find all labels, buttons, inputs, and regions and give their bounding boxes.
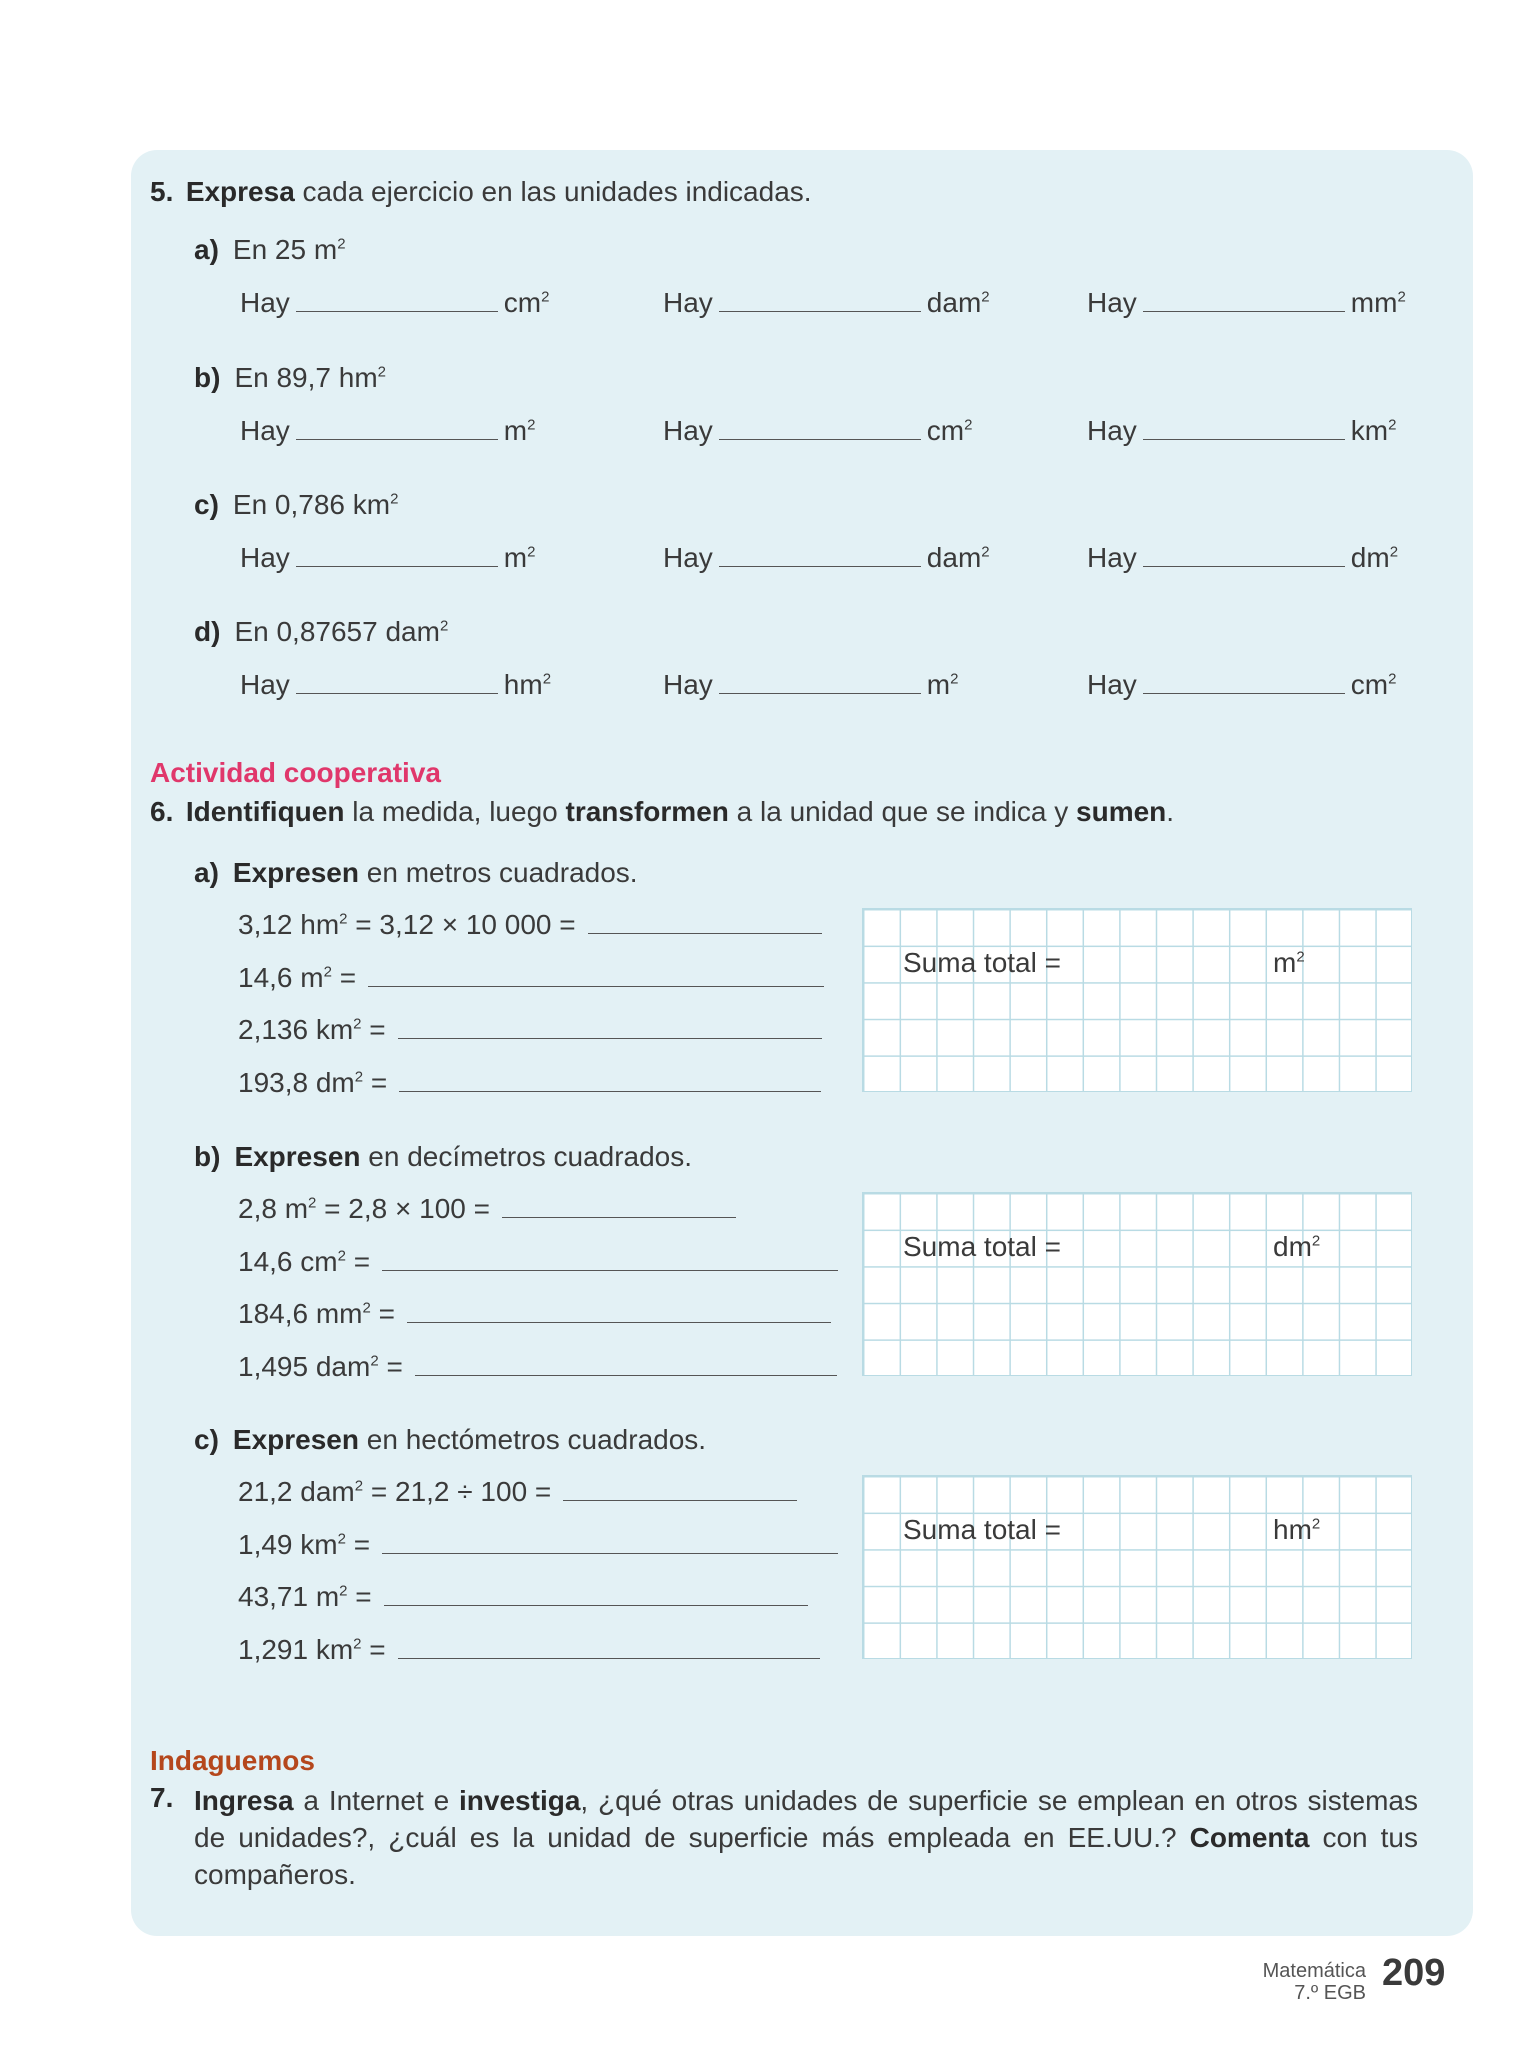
answer-blank[interactable] — [1143, 669, 1345, 694]
exercise-6-verb-3: sumen — [1076, 796, 1167, 827]
sum-grid[interactable] — [862, 1475, 1412, 1659]
transform-line — [238, 1067, 827, 1099]
answer-blank[interactable] — [382, 1246, 838, 1271]
part-label: c) — [194, 1424, 219, 1455]
transform-line — [238, 1529, 844, 1561]
hay-label: Hay — [663, 287, 713, 318]
exercise-7-text — [194, 1782, 1418, 1893]
conversion-answer — [1087, 287, 1406, 319]
part-label: a) — [194, 857, 219, 888]
measure-label: 2,136 $km^2$ = — [238, 1014, 386, 1045]
answer-blank[interactable] — [502, 1193, 736, 1218]
measure-label: 1,495 dam$^2$ = — [238, 1351, 403, 1382]
sum-unit-label: $dm^2$ — [1273, 1231, 1321, 1262]
footer-subject — [1263, 1960, 1366, 2004]
transform-line — [238, 1351, 843, 1383]
measure-label: 43,71 $m^2$ = — [238, 1581, 372, 1612]
item-label: d) — [194, 616, 221, 647]
measure-label: 2,8 $m^2 = 2,8 \times 100$ = — [238, 1193, 490, 1224]
transform-line — [238, 1581, 814, 1613]
answer-blank[interactable] — [399, 1067, 821, 1092]
answer-blank[interactable] — [382, 1529, 838, 1554]
answer-blank[interactable] — [719, 542, 921, 567]
item-label: b) — [194, 362, 221, 393]
conversion-answer — [1087, 542, 1398, 574]
exercise-6-verb-2: transformen — [565, 796, 729, 827]
exercise-6-part-c — [194, 1424, 706, 1456]
unit-label: $m^2$ — [503, 415, 536, 446]
exercise-7-verb-2: investiga — [459, 1785, 581, 1816]
part-verb: Expresen — [232, 1424, 359, 1455]
unit-label: $km^2$ — [1350, 415, 1397, 446]
item-given: En 0,87657 dam$^2$ — [234, 616, 449, 647]
answer-blank[interactable] — [719, 669, 921, 694]
hay-label: Hay — [1087, 542, 1137, 573]
exercise-5-instruction: cada ejercicio en las unidades indicadas. — [294, 176, 812, 207]
suma-total-label: Suma total = — [903, 947, 1061, 978]
conversion-answer — [1087, 415, 1396, 447]
unit-label: $cm^2$ — [503, 287, 550, 318]
conversion-answer — [1087, 669, 1396, 701]
indaguemos-heading: Indaguemos — [150, 1745, 315, 1776]
conversion-answer — [663, 287, 990, 319]
exercise-7-number: 7. — [150, 1782, 174, 1813]
transform-line — [238, 962, 830, 994]
measure-label: 1,291 $km^2$ = — [238, 1634, 386, 1665]
transform-line — [238, 1193, 742, 1225]
part-instruction: en decímetros cuadrados. — [360, 1141, 693, 1172]
unit-label: dam$^2$ — [926, 287, 990, 318]
exercise-6-header — [150, 796, 1174, 828]
transform-line — [238, 1014, 828, 1046]
footer-grade: 7.º EGB — [1294, 1982, 1366, 2004]
exercise-5-item-c — [194, 489, 398, 521]
suma-total-label: Suma total = — [903, 1231, 1061, 1262]
sum-unit-label: $m^2$ — [1273, 947, 1305, 978]
hay-label: Hay — [1087, 669, 1137, 700]
exercise-6-part-a — [194, 857, 638, 889]
answer-blank[interactable] — [1143, 542, 1345, 567]
unit-label: dam$^2$ — [926, 542, 990, 573]
conversion-answer — [240, 415, 535, 447]
conversion-answer — [240, 542, 535, 574]
hay-label: Hay — [663, 542, 713, 573]
part-verb: Expresen — [232, 857, 359, 888]
exercise-5-number: 5. — [150, 176, 174, 207]
answer-blank[interactable] — [296, 415, 498, 440]
unit-label: $m^2$ — [926, 669, 959, 700]
conversion-answer — [663, 542, 990, 574]
conversion-answer — [663, 669, 958, 701]
answer-blank[interactable] — [407, 1298, 831, 1323]
exercise-7-text-3: con tus compañeros. — [194, 1822, 1419, 1890]
transform-line — [238, 1246, 844, 1278]
part-verb: Expresen — [234, 1141, 361, 1172]
measure-label: 193,8 $dm^2$ = — [238, 1067, 388, 1098]
answer-blank[interactable] — [588, 909, 822, 934]
conversion-answer — [663, 415, 972, 447]
measure-label: 21,2 dam$^2$ = 21,2 ÷ 100 = — [238, 1476, 552, 1507]
item-label: a) — [194, 234, 219, 265]
hay-label: Hay — [1087, 287, 1137, 318]
exercise-6-part-b — [194, 1141, 692, 1173]
unit-label: $hm^2$ — [503, 669, 552, 700]
unit-label: $dm^2$ — [1350, 542, 1399, 573]
exercise-5-item-d — [194, 616, 448, 648]
answer-blank[interactable] — [719, 287, 921, 312]
transform-line — [238, 1476, 803, 1508]
hay-label: Hay — [663, 669, 713, 700]
hay-label: Hay — [240, 542, 290, 573]
cooperative-activity-heading: Actividad cooperativa — [150, 757, 441, 788]
part-instruction: en metros cuadrados. — [358, 857, 638, 888]
exercise-6-text-1: la medida, luego — [344, 796, 566, 827]
part-instruction: en hectómetros cuadrados. — [358, 1424, 707, 1455]
exercise-5-header — [150, 176, 812, 208]
hay-label: Hay — [663, 415, 713, 446]
unit-label: $cm^2$ — [926, 415, 973, 446]
answer-blank[interactable] — [384, 1581, 808, 1606]
exercise-6-text-3: . — [1166, 796, 1175, 827]
exercise-5-verb: Expresa — [185, 176, 295, 207]
sum-unit-label: $hm^2$ — [1273, 1514, 1321, 1545]
exercise-5-item-b — [194, 362, 386, 394]
exercise-7-verb-1: Ingresa — [194, 1785, 294, 1816]
measure-label: 14,6 $m^2$ = — [238, 962, 357, 993]
item-given: En 89,7 $hm^2$ — [234, 362, 386, 393]
answer-blank[interactable] — [296, 542, 498, 567]
answer-blank[interactable] — [563, 1476, 797, 1501]
exercise-7-verb-3: Comenta — [1189, 1822, 1310, 1853]
answer-blank[interactable] — [398, 1014, 822, 1039]
unit-label: $cm^2$ — [1350, 669, 1397, 700]
measure-label: 184,6 $mm^2$ = — [238, 1298, 395, 1329]
exercise-6-text-2: a la unidad que se indica y — [728, 796, 1077, 827]
conversion-answer — [240, 669, 551, 701]
answer-blank[interactable] — [415, 1351, 837, 1376]
transform-line — [238, 1634, 826, 1666]
hay-label: Hay — [240, 669, 290, 700]
hay-label: Hay — [240, 287, 290, 318]
item-given: En 0,786 $km^2$ — [232, 489, 399, 520]
sum-grid[interactable] — [862, 908, 1412, 1092]
exercise-6-verb-1: Identifiquen — [185, 796, 345, 827]
exercise-7-text-2: , ¿qué otras unidades de superficie se emplean en otros sistemas de unidades?, ¿cuál es la unidad de superficie más empleada en EE.UU.? — [194, 1785, 1418, 1853]
exercise-6-number: 6. — [150, 796, 174, 827]
hay-label: Hay — [240, 415, 290, 446]
answer-blank[interactable] — [368, 962, 824, 987]
unit-label: $mm^2$ — [1350, 287, 1406, 318]
transform-line — [238, 1298, 837, 1330]
exercise-5-item-a — [194, 234, 346, 266]
measure-label: 14,6 $cm^2$ = — [238, 1246, 371, 1277]
measure-label: 1,49 $km^2$ = — [238, 1529, 371, 1560]
answer-blank[interactable] — [1143, 415, 1345, 440]
conversion-answer — [240, 287, 549, 319]
transform-line — [238, 909, 828, 941]
item-given: En 25 $m^2$ — [232, 234, 346, 265]
exercise-7-text-1: a Internet e — [293, 1785, 460, 1816]
unit-label: $m^2$ — [503, 542, 536, 573]
hay-label: Hay — [1087, 415, 1137, 446]
suma-total-label: Suma total = — [903, 1514, 1061, 1545]
answer-blank[interactable] — [296, 669, 498, 694]
answer-blank[interactable] — [1143, 287, 1345, 312]
page-number: 209 — [1382, 1952, 1446, 1994]
answer-blank[interactable] — [398, 1634, 820, 1659]
sum-grid[interactable] — [862, 1192, 1412, 1376]
measure-label: 3,12 $hm^2 = 3,12 \times 10$ 000 = — [238, 909, 576, 940]
answer-blank[interactable] — [719, 415, 921, 440]
item-label: c) — [194, 489, 219, 520]
part-label: b) — [194, 1141, 221, 1172]
footer-subject-name: Matemática — [1262, 1960, 1366, 1982]
answer-blank[interactable] — [296, 287, 498, 312]
